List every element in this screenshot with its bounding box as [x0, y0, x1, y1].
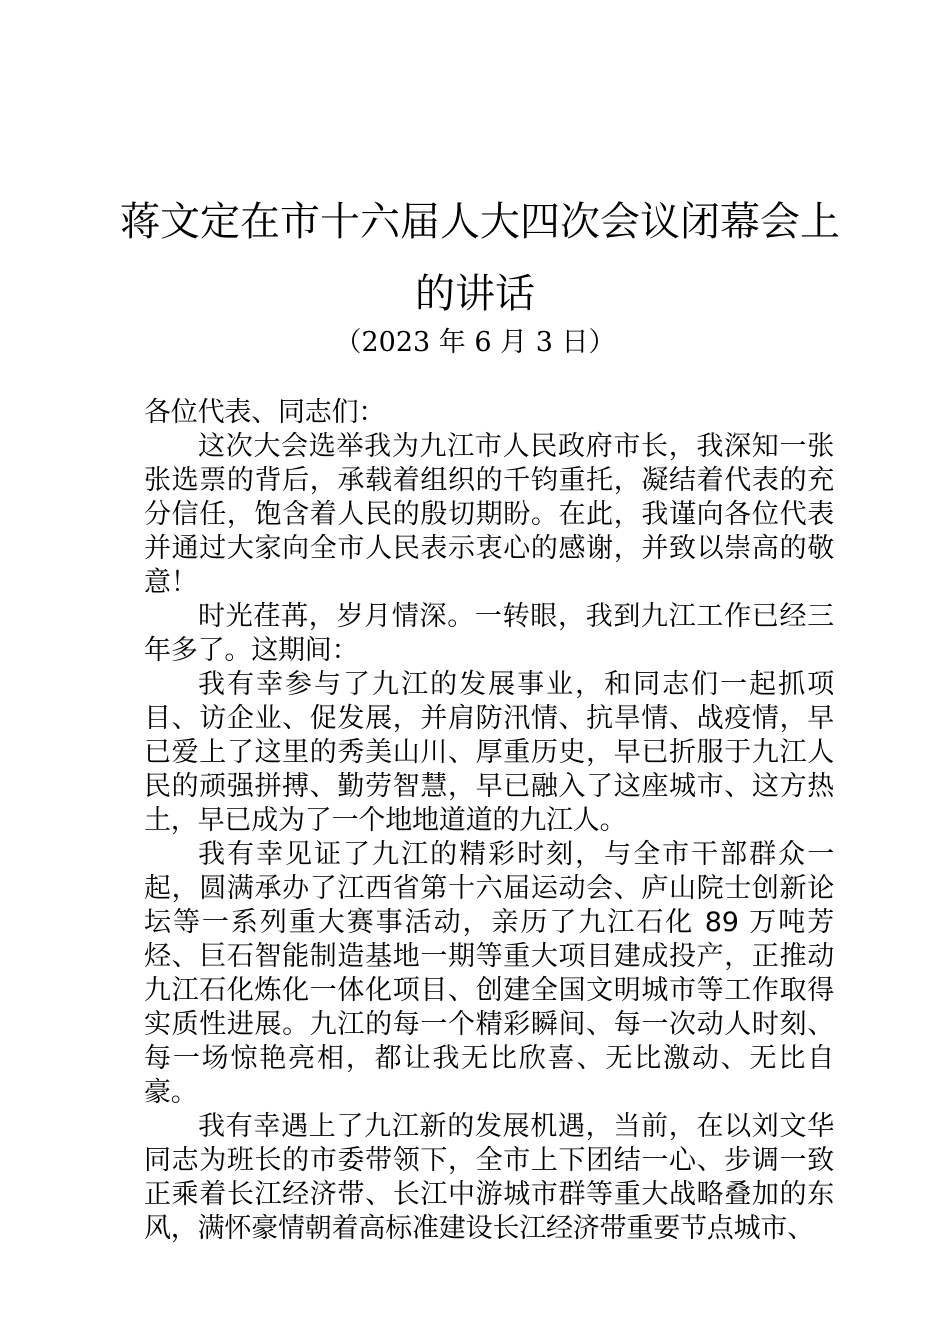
salutation: 各位代表、同志们： — [144, 397, 386, 428]
speech-body — [144, 396, 834, 1246]
document-title-line-2: 的讲话 — [415, 271, 535, 317]
paragraph-3: 我有幸参与了九江的发展事业，和同志们一起抓项目、访企业、促发展，并肩防汛情、抗旱情、战疫情，早已爱上了这里的秀美山川、厚重历史，早已折服于九江人民的顽强拼搏、勤劳智慧，早已融入了这座城市、这方热土，早已成为了一个地地道道的九江人。 — [144, 669, 834, 836]
paragraph-1: 这次大会选举我为九江市人民政府市长，我深知一张张选票的背后，承载着组织的千钧重托，凝结着代表的充分信任，饱含着人民的殷切期盼。在此，我谨向各位代表并通过大家向全市人民表示衷心的感谢，并致以崇高的敬意！ — [144, 431, 834, 598]
paragraph-4: 我有幸见证了九江的精彩时刻，与全市干部群众一起，圆满承办了江西省第十六届运动会、庐山院士创新论坛等一系列重大赛事活动，亲历了九江石化 89 万吨芳烃、巨石智能制造基地一期等重大项目建成投产，正推动九江石化炼化一体化项目、创建全国文明城市等工作取得实质性进展。九江的每一个精彩瞬间、每一次动人时刻、每一场惊艳亮相，都让我无比欣喜、无比激动、无比自豪。 — [144, 839, 834, 1108]
paragraph-2: 时光荏苒，岁月情深。一转眼，我到九江工作已经三年多了。这期间： — [144, 601, 834, 666]
paragraph-5: 我有幸遇上了九江新的发展机遇，当前，在以刘文华同志为班长的市委带领下，全市上下团结一心、步调一致正乘着长江经济带、长江中游城市群等重大战略叠加的东风，满怀豪情朝着高标准建设长江经济带重要节点城市、 — [144, 1111, 834, 1244]
speech-date: （2023 年 6 月 3 日） — [334, 327, 616, 358]
document-title-line-1: 蒋文定在市十六届人大四次会议闭幕会上 — [120, 199, 840, 245]
